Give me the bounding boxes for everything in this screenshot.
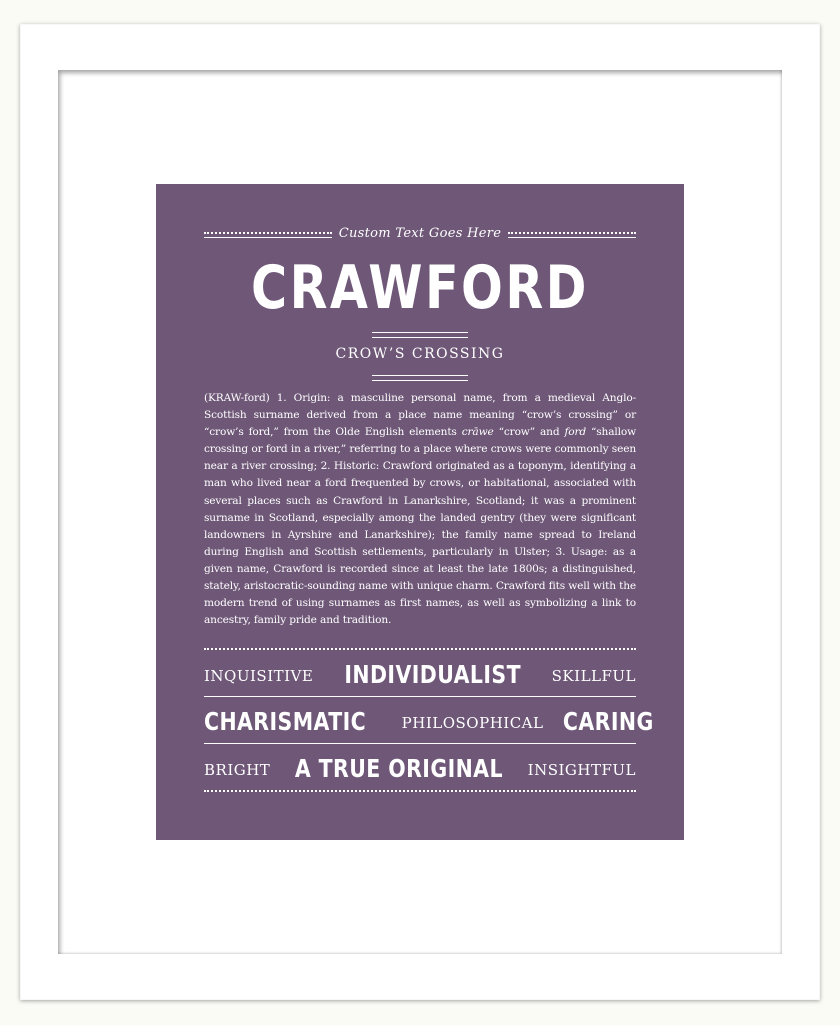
definition-text: (KRAW-ford) 1. Origin: a masculine personal name, from a medieval Anglo-Scottish surname derived from a place name meaning “crow’s crossing” or “crow’s ford,” from the Olde English elements xyxy=(204,392,636,439)
trait-word: CARING xyxy=(563,706,655,736)
trait-word: INDIVIDUALIST xyxy=(344,659,521,689)
definition-text: “crow” and xyxy=(493,426,565,439)
trait-word: bright xyxy=(204,755,271,781)
dotted-divider-right xyxy=(508,232,636,234)
trait-word: inquisitive xyxy=(204,661,314,687)
trait-divider-1 xyxy=(204,696,636,697)
custom-text-row xyxy=(204,220,636,246)
name-print xyxy=(156,184,684,840)
definition-term-crawe: crāwe xyxy=(461,426,494,439)
trait-word: insightful xyxy=(527,755,636,781)
trait-row-3 xyxy=(204,748,636,788)
trait-word: A TRUE ORIGINAL xyxy=(294,753,504,783)
custom-text: Custom Text Goes Here xyxy=(338,225,502,241)
rule-below-meaning xyxy=(372,375,468,381)
name-definition xyxy=(204,390,636,629)
trait-row-2 xyxy=(204,701,655,741)
trait-word: philosophical xyxy=(401,708,544,734)
trait-word: CHARISMATIC xyxy=(204,706,367,736)
trait-word: skillful xyxy=(551,661,636,687)
print-name: CRAWFORD xyxy=(251,253,589,323)
dotted-divider-traits-bottom xyxy=(204,790,636,792)
dotted-divider-left xyxy=(204,232,332,234)
dotted-divider-traits-top xyxy=(204,648,636,650)
definition-text: “shallow crossing or ford in a river,” referring to a place where crows were commonly seen near a river crossing; 2. Historic: Crawford originated as a toponym, identifying a man who lived near a ford frequented by crows, or habitational, associated with several places such as Crawford in Lanarkshire, Scotland; it was a prominent surname in Scotland, especially among the landed gentry (they were significant landowners in Ayrshire and Lanarkshire); the family name spread to Ireland during English and Scottish settlements, particularly in Ulster; 3. Usage: as a given name, Crawford is recorded since at least the late 1800s; a distinguished, stately, aristocratic-sounding name with unique charm. Crawford fits well with the modern trend of using surnames as first names, as well as symbolizing a link to ancestry, family pride and tradition. xyxy=(204,426,637,627)
trait-row-1 xyxy=(204,654,636,694)
trait-divider-2 xyxy=(204,743,636,744)
rule-above-meaning xyxy=(372,332,468,338)
name-meaning: CROW’S CROSSING xyxy=(335,346,505,362)
definition-term-ford: ford xyxy=(564,426,586,439)
